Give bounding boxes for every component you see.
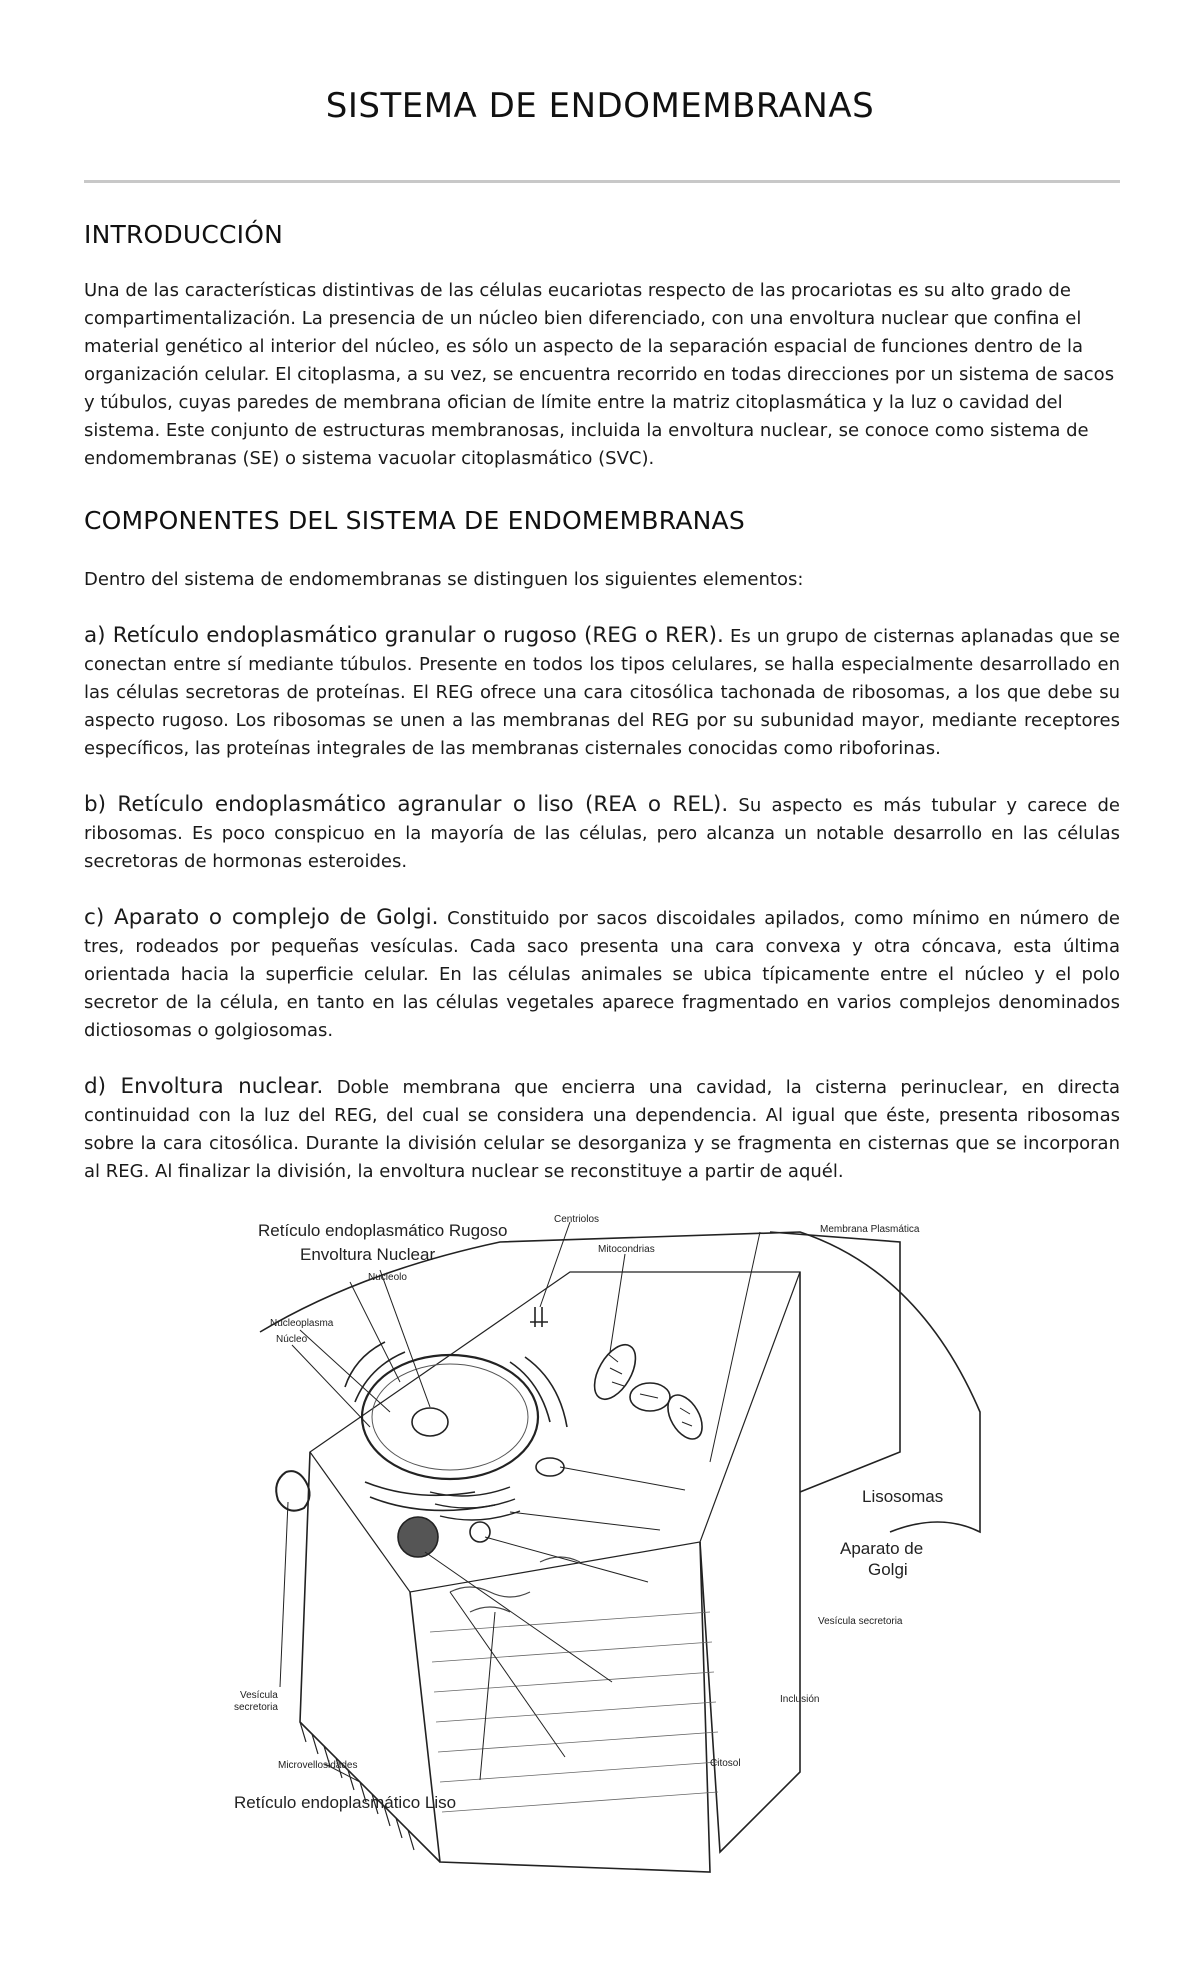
component-item-envoltura bbox=[84, 1073, 1120, 1186]
leader-line bbox=[540, 1222, 570, 1307]
cell-top-face bbox=[310, 1272, 800, 1592]
nucleolus-shape bbox=[412, 1408, 448, 1436]
components-lead: Dentro del sistema de endomembranas se distinguen los siguientes elementos: bbox=[84, 569, 804, 590]
label-nucleo: Núcleo bbox=[276, 1334, 308, 1345]
label-centriolos: Centriolos bbox=[554, 1214, 600, 1225]
title-divider bbox=[84, 180, 1120, 183]
leader-line bbox=[510, 1512, 660, 1530]
component-text: Constituido por sacos discoidales apilados, como mínimo en número de tres, rodeados por pequeñas vesículas. Cada saco presenta una cara convexa y otra cóncava, esta última orientada hacia la superficie celular. En las células animales se ubica típicamente entre el núcleo y el polo secretor de la célula, en tanto en las células vegetales aparece fragmentado en varios complejos denominados dictiosomas o golgiosomas. bbox=[84, 908, 1120, 1041]
leader-line bbox=[560, 1467, 685, 1490]
component-label: b) Retículo endoplasmático agranular o liso (REA o REL). bbox=[84, 792, 729, 817]
document-body bbox=[84, 212, 1120, 1186]
component-label: c) Aparato o complejo de Golgi. bbox=[84, 905, 439, 930]
centrioles-shape bbox=[530, 1307, 548, 1327]
leader-line bbox=[280, 1502, 288, 1687]
mitochondrion bbox=[661, 1389, 709, 1445]
intro-paragraph: Una de las características distintivas de las células eucariotas respecto de las procariotas es su alto grado de compartimentalización. La presencia de un núcleo bien diferenciado, con una envoltura nuclear que confina el material genético al interior del núcleo, es sólo un aspecto de la separación espacial de funciones dentro de la organización celular. El citoplasma, a su vez, se encuentra recorrido en todas direcciones por un sistema de sacos y túbulos, cuyas paredes de membrana ofician de límite entre la matriz citoplasmática y la luz o cavidad del sistema. Este conjunto de estructuras membranosas, incluida la envoltura nuclear, se conoce como sistema de endomembranas (SE) o sistema vacuolar citoplasmático (SVC). bbox=[84, 280, 1115, 469]
cell-diagram bbox=[234, 1212, 990, 1874]
lysosome-shape bbox=[536, 1458, 564, 1476]
leader-line bbox=[425, 1552, 612, 1682]
mitochondrion bbox=[586, 1338, 644, 1406]
label-envoltura: Envoltura Nuclear bbox=[300, 1245, 436, 1264]
microvilli-fringe bbox=[300, 1722, 414, 1850]
page-title: SISTEMA DE ENDOMEMBRANAS bbox=[325, 86, 875, 126]
nuclear-envelope-inner bbox=[372, 1364, 528, 1470]
label-rer: Retículo endoplasmático Rugoso bbox=[258, 1221, 508, 1240]
label-microvellosidades: Microvellosidades bbox=[278, 1760, 358, 1771]
component-text: Doble membrana que encierra una cavidad, la cisterna perinuclear, en directa continuidad con la luz del REG, del cual se considera una dependencia. Al igual que éste, presenta ribosomas sobre la cara citosólica. Durante la división celular se desorganiza y se fragmenta en cisternas que se incorporan al REG. Al finalizar la división, la envoltura nuclear se reconstituye a partir de aquél. bbox=[84, 1077, 1120, 1182]
intro-heading: INTRODUCCIÓN bbox=[84, 220, 284, 249]
leader-line bbox=[610, 1254, 625, 1352]
leader-line bbox=[480, 1612, 495, 1780]
component-item-rel bbox=[84, 791, 1120, 876]
label-membrana: Membrana Plasmática bbox=[820, 1224, 920, 1235]
leader-line bbox=[710, 1232, 760, 1462]
rough-er-cisternae bbox=[345, 1342, 567, 1510]
label-nucleoplasma: Nucleoplasma bbox=[270, 1318, 334, 1329]
label-nucleolo: Nucleolo bbox=[368, 1272, 407, 1283]
mitochondrion bbox=[630, 1383, 670, 1411]
label-mitocondrias: Mitocondrias bbox=[598, 1244, 655, 1255]
cell-surface-hatching bbox=[430, 1612, 718, 1812]
cell-front-face bbox=[410, 1542, 710, 1872]
leader-line bbox=[450, 1592, 565, 1757]
secretory-vesicle-shape bbox=[470, 1522, 490, 1542]
nucleus-shape bbox=[362, 1355, 538, 1479]
component-text: Es un grupo de cisternas aplanadas que se conectan entre sí mediante túbulos. Presente en todos los tipos celulares, se halla especialmente desarrollado en las células secretoras de proteínas. El REG ofrece una cara citosólica tachonada de ribosomas, a los que debe su aspecto rugoso. Los ribosomas se unen a las membranas del REG por su subunidad mayor, mediante receptores específicos, las proteínas integrales de las membranas cisternales conocidas como riboforinas. bbox=[84, 626, 1120, 759]
cell-back-wall bbox=[770, 1232, 900, 1492]
cell-illustration bbox=[234, 1212, 990, 1874]
label-vesicula-2: secretoria bbox=[234, 1702, 278, 1713]
exocytosis-vesicle-shape bbox=[276, 1471, 309, 1511]
label-golgi-2: Golgi bbox=[868, 1560, 908, 1579]
label-citosol: Citosol bbox=[710, 1758, 741, 1769]
components-heading: COMPONENTES DEL SISTEMA DE ENDOMEMBRANAS bbox=[84, 506, 745, 535]
component-label: a) Retículo endoplasmático granular o rugoso (REG o RER). bbox=[84, 623, 724, 648]
component-item-rer bbox=[84, 622, 1120, 763]
component-text: Su aspecto es más tubular y carece de ribosomas. Es poco conspicuo en la mayoría de las células, pero alcanza un notable desarrollo en las células secretoras de hormonas esteroides. bbox=[84, 795, 1120, 872]
label-lisosomas: Lisosomas bbox=[862, 1487, 944, 1506]
label-golgi-1: Aparato de bbox=[840, 1539, 924, 1558]
label-inclusion: Inclusión bbox=[780, 1694, 820, 1705]
label-vesicula-1: Vesícula bbox=[240, 1690, 278, 1701]
label-vesicula-secretoria: Vesícula secretoria bbox=[818, 1616, 903, 1627]
golgi-stack bbox=[430, 1487, 520, 1520]
smooth-er-tubules bbox=[450, 1557, 580, 1612]
inclusion-body bbox=[398, 1517, 438, 1557]
leader-line bbox=[292, 1345, 370, 1427]
component-item-golgi bbox=[84, 904, 1120, 1045]
component-label: d) Envoltura nuclear. bbox=[84, 1074, 324, 1099]
leader-line bbox=[350, 1282, 400, 1382]
label-rel: Retículo endoplasmático Liso bbox=[234, 1793, 457, 1812]
